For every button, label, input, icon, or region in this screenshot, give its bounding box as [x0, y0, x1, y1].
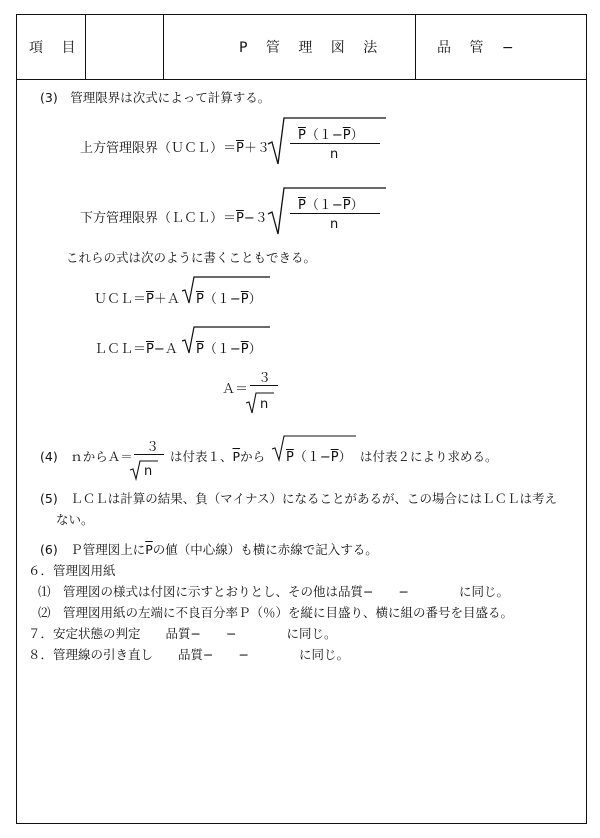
- p-bar: $\overline{P}$: [298, 198, 306, 213]
- item-4-text: は付表１、: [170, 449, 233, 464]
- item-4-end: は付表２により求める。: [360, 449, 498, 464]
- fraction-rule: [290, 213, 380, 214]
- alt-intro: これらの式は次のように書くこともできる。: [66, 250, 317, 265]
- paren-text: （１−: [305, 198, 343, 213]
- p-bar: $\overline{P}$: [286, 450, 294, 465]
- p-bar: $\overline{P}$: [196, 292, 204, 307]
- denominator-n: n: [330, 217, 339, 232]
- section-7: ７．安定状態の判定 品質− − に同じ。: [28, 626, 337, 641]
- p-bar: $\overline{P}$: [240, 342, 249, 357]
- item-4-start: (4) ｎからＡ＝: [40, 449, 133, 464]
- ucl-label: 上方管理限界（ＵＣＬ）＝: [80, 141, 237, 156]
- p-bar: $\overline{P}$: [240, 292, 249, 307]
- item-5-line1: (5) ＬＣＬは計算の結果、負（マイナス）になることがあるが、この場合にはＬＣＬは考え: [40, 491, 557, 506]
- ucl-short-label: ＵＣＬ＝: [94, 292, 147, 307]
- lcl-label: 下方管理限界（ＬＣＬ）＝: [80, 211, 237, 226]
- item-3-text: (3) 管理限界は次式によって計算する。: [40, 90, 271, 105]
- ucl-short-formula: [94, 288, 180, 307]
- paren-text: （１−: [305, 128, 343, 143]
- item-6: [40, 540, 378, 558]
- p-bar: $\overline{P}$: [196, 342, 204, 357]
- section-8: ８．管理線の引き直し 品質− − に同じ。: [28, 647, 349, 662]
- p-bar: $\overline{P}$: [146, 292, 154, 307]
- paren-text: （１−: [203, 292, 241, 307]
- item-6-text: (6) Ｐ管理図上に: [40, 542, 146, 557]
- item-6-text: の値（中心線）も横に赤線で記入する。: [152, 542, 378, 557]
- p-bar: $\overline{P}$: [146, 342, 154, 357]
- header-divider: [415, 15, 416, 79]
- item-4-mid: [170, 447, 265, 465]
- paren-text: ）: [350, 128, 364, 143]
- page-title: P 管 理 図 法: [239, 40, 385, 56]
- numerator-three: ３: [258, 371, 272, 386]
- ucl-formula: [80, 137, 270, 156]
- section-6-1: ⑴ 管理図の様式は付図に示すとおりとし、その他は品質− − に同じ。: [38, 584, 509, 599]
- item-5-line2: ない。: [56, 512, 94, 527]
- ucl-short-radicand: [196, 288, 262, 307]
- lcl-short-label: ＬＣＬ＝: [94, 342, 147, 357]
- p-bar: $\overline{P}$: [342, 128, 351, 143]
- ucl-fraction-numerator: [298, 124, 364, 143]
- paren-text: ）: [248, 292, 262, 307]
- lcl-fraction-numerator: [298, 194, 364, 213]
- document-code: 品 管 −: [437, 40, 521, 56]
- p-bar: $\overline{P}$: [330, 450, 339, 465]
- p-bar: $\overline{P}$: [342, 198, 351, 213]
- lcl-short-formula: [94, 338, 178, 357]
- p-bar: $\overline{P}$: [145, 542, 153, 557]
- plus-three: ＋３: [243, 141, 270, 156]
- fraction-rule: [134, 454, 164, 455]
- item-4-radicand: [286, 446, 352, 465]
- section-6-2: ⑵ 管理図用紙の左端に不良百分率Ｐ（％）を縦に目盛り、横に組の番号を目盛る。: [38, 605, 514, 620]
- p-bar: $\overline{P}$: [298, 128, 306, 143]
- paren-text: ）: [248, 342, 262, 357]
- numerator-three: ３: [146, 440, 160, 455]
- paren-text: ）: [338, 450, 352, 465]
- denominator-n: n: [330, 147, 339, 162]
- paren-text: （１−: [293, 450, 331, 465]
- a-equals: Ａ＝: [222, 382, 249, 397]
- header-divider: [163, 15, 164, 79]
- plus-a: ＋Ａ: [153, 292, 180, 307]
- fraction-rule: [250, 385, 278, 386]
- lcl-short-radicand: [196, 338, 262, 357]
- denominator-n: n: [144, 464, 153, 479]
- header-divider: [85, 15, 86, 79]
- item-label: 項 目: [29, 40, 83, 56]
- header-row: [17, 15, 586, 80]
- paren-text: （１−: [203, 342, 241, 357]
- p-bar: $\overline{P}$: [236, 211, 244, 226]
- item-4-text: から: [240, 449, 266, 464]
- section-6-heading: ６．管理図用紙: [28, 563, 116, 578]
- paren-text: ）: [350, 198, 364, 213]
- p-bar: $\overline{P}$: [232, 449, 241, 464]
- minus-three: −３: [243, 211, 268, 226]
- denominator-n: n: [260, 397, 269, 412]
- p-bar: $\overline{P}$: [236, 141, 244, 156]
- fraction-rule: [290, 143, 380, 144]
- minus-a: −Ａ: [153, 342, 178, 357]
- lcl-formula: [80, 207, 268, 226]
